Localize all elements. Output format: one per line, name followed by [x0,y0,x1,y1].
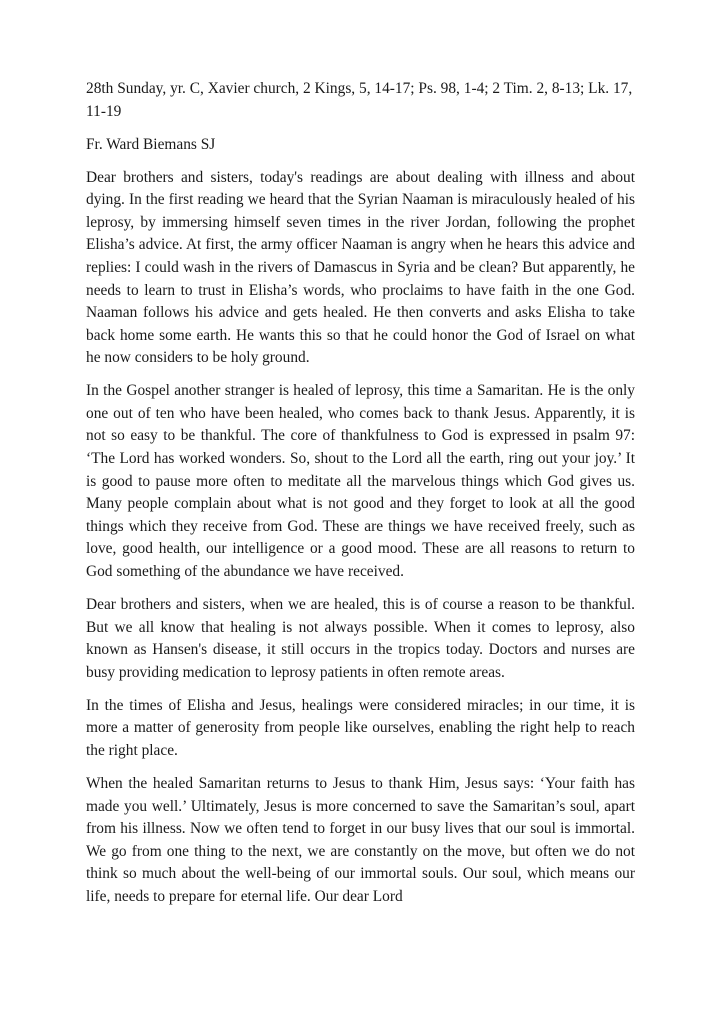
paragraph-1: Dear brothers and sisters, today's readings are about dealing with illness and about dying. In the first reading we heard that the Syrian Naaman is miraculously healed of his leprosy, by immersing himself seven times in the river Jordan, following the prophet Elisha’s advice. At first, the army officer Naaman is angry when he hears this advice and replies: I could wash in the rivers of Damascus in Syria and be clean? But apparently, he needs to learn to trust in Elisha’s words, who proclaims to have faith in the one God. Naaman follows his advice and gets healed. He then converts and asks Elisha to take back home some earth. He wants this so that he could honor the God of Israel on what he now considers to be holy ground. [86,168,635,367]
paragraph-2: In the Gospel another stranger is healed of leprosy, this time a Samaritan. He is the only one out of ten who have been healed, who comes back to thank Jesus. Apparently, it is not so easy to be thankful. The core of thankfulness to God is expressed in psalm 97: ‘The Lord has worked wonders. So, shout to the Lord all the earth, ring out your joy.’ It is good to pause more often to meditate all the marvelous things which God gives us. Many people complain about what is not good and they forget to look at all the good things which they receive from God. These are things we have received freely, such as love, good health, our intelligence or a good mood. These are all reasons to return to God something of the abundance we have received. [86,382,635,581]
paragraph-4: In the times of Elisha and Jesus, healings were considered miracles; in our time, it is more a matter of generosity from people like ourselves, enabling the right help to reach the right place. [86,696,635,759]
document-heading: 28th Sunday, yr. C, Xavier church, 2 Kings, 5, 14-17; Ps. 98, 1-4; 2 Tim. 2, 8-13; Lk. 17, 11-19 [86,80,633,120]
document-page [86,78,635,919]
paragraph-5: When the healed Samaritan returns to Jesus to thank Him, Jesus says: ‘Your faith has made you well.’ Ultimately, Jesus is more concerned to save the Samaritan’s soul, apart from his illness. Now we often tend to forget in our busy lives that our soul is immortal. We go from one thing to the next, we are constantly on the move, but often we do not think so much about the well-being of our immortal souls. Our soul, which means our life, needs to prepare for eternal life. Our dear Lord [86,774,635,905]
document-author: Fr. Ward Biemans SJ [86,135,216,153]
paragraph-3: Dear brothers and sisters, when we are healed, this is of course a reason to be thankful. But we all know that healing is not always possible. When it comes to leprosy, also known as Hansen's disease, it still occurs in the tropics today. Doctors and nurses are busy providing medication to leprosy patients in often remote areas. [86,596,635,681]
